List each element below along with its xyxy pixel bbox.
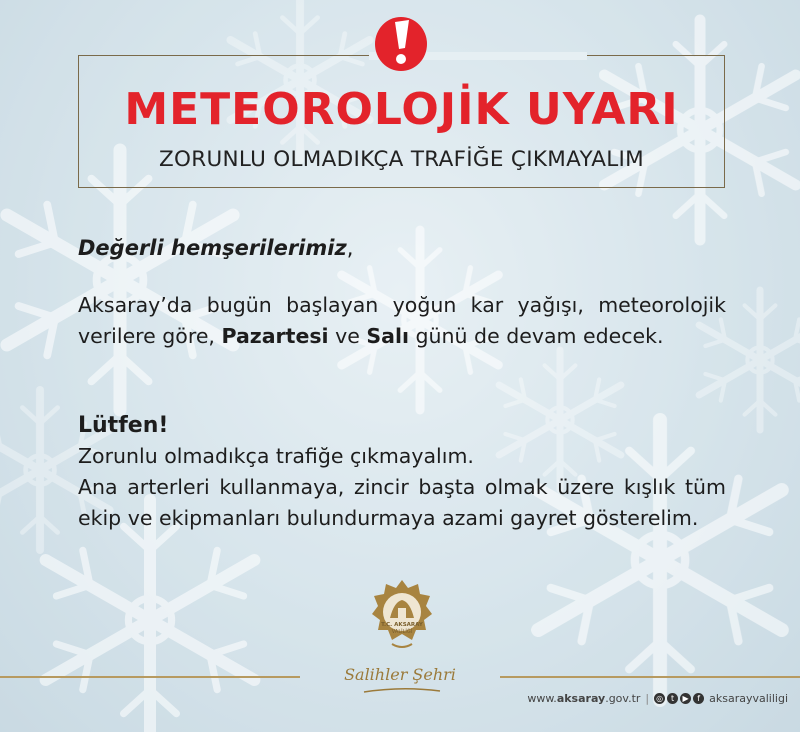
alert-exclamation-icon [373,8,429,72]
website-domain: aksaray [556,692,606,705]
twitter-icon[interactable]: t [667,693,678,704]
social-handle[interactable]: aksarayvaliligi [709,692,788,705]
greeting-punctuation: , [346,236,354,260]
highlight-day-tuesday: Salı [366,324,410,348]
facebook-icon[interactable]: f [693,693,704,704]
social-icons [654,693,704,704]
paragraph-text: ve [328,324,367,348]
crest-text-top: T.C. AKSARAY [381,622,423,628]
greeting-text: Değerli hemşerilerimiz [78,236,347,260]
advice-line: Zorunlu olmadıkça trafiğe çıkmayalım. [78,444,474,468]
governorship-crest-logo [370,578,434,652]
website-link[interactable] [527,692,640,705]
advice-paragraph: Ana arterleri kullanmaya, zincir başta olmak üzere kışlık tüm ekip ve ekipmanları bulundurmaya azami gayret gösterelim. [78,475,726,530]
title-frame [78,55,725,188]
instagram-icon[interactable]: ◎ [654,693,665,704]
youtube-icon[interactable]: ▶ [680,693,691,704]
announcement-paragraph [78,290,726,352]
please-heading: Lütfen! [78,413,169,438]
footer-separator: | [645,692,650,705]
website-prefix: www. [527,692,557,705]
signature-slogan: Salihler Şehri [344,665,456,684]
footer-links [527,692,788,705]
advice-block [78,441,726,534]
website-suffix: .gov.tr [605,692,641,705]
page-subtitle: ZORUNLU OLMADIKÇA TRAFİĞE ÇIKMAYALIM [159,147,644,172]
highlight-day-monday: Pazartesi [221,324,329,348]
paragraph-text: Aksaray’da bugün başlayan yoğun kar yağışı, meteorolojik verilere göre, [78,293,726,348]
crest-text-bottom: VALİLİĞİ [391,629,413,635]
paragraph-text: günü de devam edecek. [409,324,664,348]
page-title: METEOROLOJİK UYARI [124,84,679,135]
signature-underline [362,686,442,694]
greeting [78,233,726,264]
